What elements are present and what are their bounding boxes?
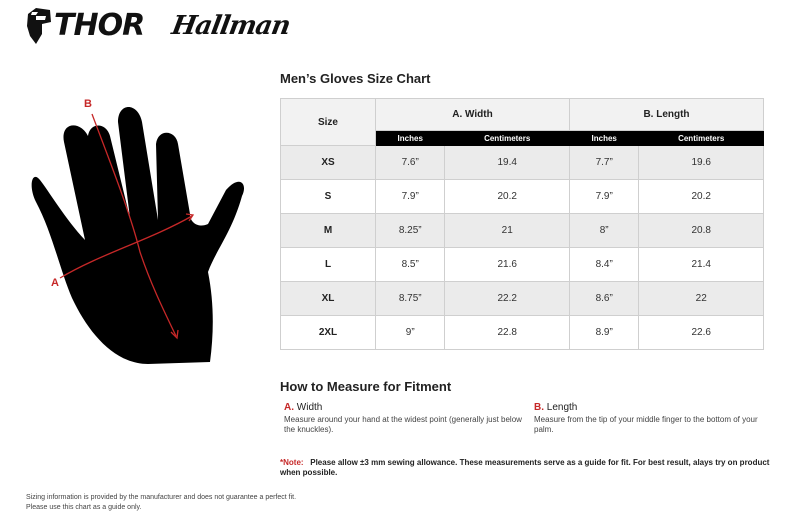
label-a: A xyxy=(51,277,59,289)
length-cm-header: Centimeters xyxy=(639,131,764,146)
length-inches-cell: 8.4” xyxy=(569,248,638,282)
width-column-header: A. Width xyxy=(376,99,570,131)
length-inches-cell: 8.6” xyxy=(569,282,638,316)
size-column-header: Size xyxy=(281,99,376,146)
table-row xyxy=(281,146,764,180)
length-cm-cell: 20.8 xyxy=(639,214,764,248)
width-cm-cell: 21 xyxy=(445,214,570,248)
fit-note xyxy=(280,458,770,478)
length-cm-cell: 19.6 xyxy=(639,146,764,180)
width-letter: A. xyxy=(284,402,294,413)
hallman-logo: Hallman xyxy=(169,11,293,41)
length-instructions xyxy=(534,403,774,435)
length-inches-cell: 7.9” xyxy=(569,180,638,214)
width-inches-cell: 8.5” xyxy=(376,248,445,282)
measure-section-title: How to Measure for Fitment xyxy=(280,379,452,394)
width-inches-cell: 8.25” xyxy=(376,214,445,248)
width-label: Width xyxy=(296,402,323,413)
length-cm-cell: 20.2 xyxy=(639,180,764,214)
width-inches-cell: 8.75” xyxy=(376,282,445,316)
brand-logos xyxy=(26,6,293,46)
width-inches-cell: 7.9” xyxy=(376,180,445,214)
size-cell: M xyxy=(281,214,376,248)
width-description: Measure around your hand at the widest point (generally just below the knuckles). xyxy=(284,415,522,434)
width-cm-cell: 22.2 xyxy=(445,282,570,316)
length-inches-cell: 8.9” xyxy=(569,316,638,350)
length-cm-cell: 21.4 xyxy=(639,248,764,282)
size-cell: S xyxy=(281,180,376,214)
size-chart-title: Men’s Gloves Size Chart xyxy=(280,71,431,86)
width-cm-cell: 22.8 xyxy=(445,316,570,350)
size-cell: XL xyxy=(281,282,376,316)
disclaimer xyxy=(26,493,296,513)
size-chart-table xyxy=(280,98,764,350)
length-column-header: B. Length xyxy=(569,99,763,131)
width-cm-cell: 21.6 xyxy=(445,248,570,282)
length-cm-cell: 22.6 xyxy=(639,316,764,350)
length-inches-header: Inches xyxy=(569,131,638,146)
length-heading xyxy=(534,403,774,413)
hand-silhouette xyxy=(30,92,260,372)
length-description: Measure from the tip of your middle finger to the bottom of your palm. xyxy=(534,415,758,434)
note-text: Please allow ±3 mm sewing allowance. These measurements serve as a guide for fit. For best result, alays try on product when possible. xyxy=(280,458,770,477)
length-letter: B. xyxy=(534,402,544,413)
size-cell: XS xyxy=(281,146,376,180)
size-cell: L xyxy=(281,248,376,282)
note-label: *Note: xyxy=(280,458,304,467)
table-row xyxy=(281,214,764,248)
width-cm-cell: 19.4 xyxy=(445,146,570,180)
length-inches-cell: 7.7” xyxy=(569,146,638,180)
table-row xyxy=(281,282,764,316)
table-row xyxy=(281,248,764,282)
table-row xyxy=(281,180,764,214)
width-inches-cell: 7.6” xyxy=(376,146,445,180)
width-heading xyxy=(284,403,524,413)
width-instructions xyxy=(284,403,524,435)
length-inches-cell: 8” xyxy=(569,214,638,248)
length-cm-cell: 22 xyxy=(639,282,764,316)
glove-shape xyxy=(32,107,244,364)
thor-wordmark: THOR xyxy=(54,8,145,43)
size-cell: 2XL xyxy=(281,316,376,350)
thor-helmet-icon xyxy=(26,8,52,44)
width-cm-header: Centimeters xyxy=(445,131,570,146)
label-b: B xyxy=(84,98,92,110)
width-inches-cell: 9” xyxy=(376,316,445,350)
length-label: Length xyxy=(546,402,578,413)
thor-logo xyxy=(26,8,144,44)
width-inches-header: Inches xyxy=(376,131,445,146)
disclaimer-line-2: Please use this chart as a guide only. xyxy=(26,504,142,511)
table-row xyxy=(281,316,764,350)
hand-diagram xyxy=(30,92,260,372)
width-cm-cell: 20.2 xyxy=(445,180,570,214)
disclaimer-line-1: Sizing information is provided by the manufacturer and does not guarantee a perfect fit. xyxy=(26,494,297,501)
